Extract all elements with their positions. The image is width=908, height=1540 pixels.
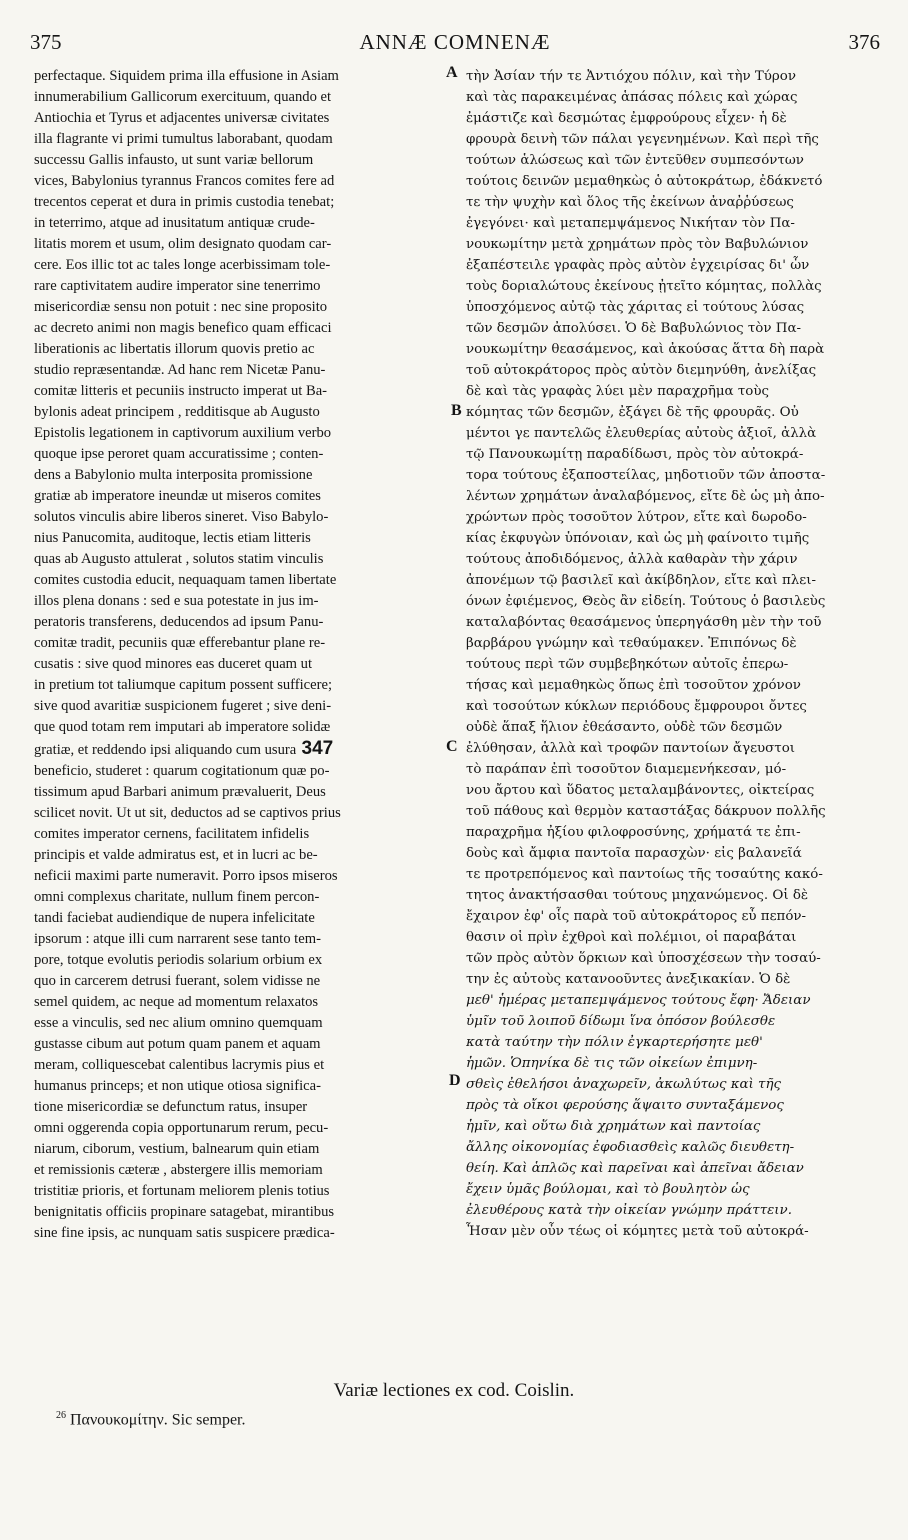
latin-line: gratiæ, et reddendo ipsi aliquando cum usura 347 <box>34 738 334 759</box>
greek-line: κατὰ ταύτην τὴν πόλιν ἐγκαρτερήσητε μεθ' <box>466 1035 763 1050</box>
greek-line: ἐξαπέστειλε γραφὰς πρὸς αὐτὸν ἐγχειρίσας δι' ὧν <box>466 258 810 273</box>
greek-line: μέντοι γε παντελῶς ἐλευθερίας αὐτοὺς ἀξιοῖ, ἀλλὰ <box>466 426 817 441</box>
latin-line: beneficio, studeret : quarum cogitationum quæ po- <box>34 763 330 779</box>
greek-line: ἐλευθέρους κατὰ τὴν οἰκείαν γνώμην πράττειν. <box>466 1203 792 1218</box>
latin-line: misericordiæ sensu non potuit : nec sine proposito <box>34 299 328 315</box>
latin-line: tristitiæ prioris, et fortunam meliorem plenis totius <box>34 1183 330 1199</box>
latin-line: scilicet novit. Ut ut sit, deductos ad se captivos prius <box>34 805 341 821</box>
greek-line: ἐμάστιζε καὶ δεσμώτας ἐμφρούρους εἶχεν· ἡ δὲ <box>466 111 787 126</box>
greek-line: τούτοις δεινῶν μεμαθηκὼς ὁ αὐτοκράτωρ, ἐδάκνετό <box>466 174 823 189</box>
latin-line: sine fine ipsis, ac nunquam satis suspicere prædica- <box>34 1225 335 1241</box>
greek-line: παραχρῆμα ἠξίου φιλοφροσύνης, χρήματά τε ἐπι- <box>466 825 801 840</box>
latin-line: ac decreto animi non magis benefico quam efficaci <box>34 320 332 336</box>
greek-line: βαρβάρου γνώμην καὶ τεθαύμακεν. Ἐπιπόνως δὲ <box>466 636 797 651</box>
latin-line: quo in carcerem detrusi fuerant, solem vidisse ne <box>34 973 321 989</box>
greek-line: θείη. Καὶ ἁπλῶς καὶ παρεῖναι καὶ ἀπεῖναι ἄδειαν <box>466 1161 804 1176</box>
page-number-left: 375 <box>30 30 62 54</box>
latin-line: cere. Eos illic tot ac tales longe acerbissimam tole- <box>34 257 331 273</box>
page-number-right: 376 <box>848 30 880 54</box>
greek-line: τήσας καὶ μεμαθηκὼς ὅπως ἐπὶ τοσοῦτον χρόνον <box>466 678 801 693</box>
latin-line: semel quidem, ac neque ad momentum relaxatos <box>34 994 319 1010</box>
latin-line: gustasse cibum aut potum quam panem et aquam <box>34 1036 321 1052</box>
greek-line: καταλαβόντας θεασάμενος ὑπερηγάσθη μὲν τὴν τοῦ <box>466 615 822 630</box>
latin-line: benignitatis officiis propinare satagebat, mirantibus <box>34 1204 335 1220</box>
greek-line: νουκωμίτην μετὰ χρημάτων πρὸς τὸν Βαβυλώνιον <box>466 237 809 252</box>
greek-line: λέντων χρημάτων ἀναλαβόμενος, εἴτε δὲ ὡς μὴ ἀπο- <box>466 489 825 504</box>
latin-line: solutos vinculis abire liberos sineret. Viso Babylo- <box>34 509 329 525</box>
latin-line: rare captivitatem audire imperator sine tenerrimo <box>34 278 321 294</box>
latin-line: neficii maximi parte numeravit. Porro ipsos miseros <box>34 868 338 884</box>
greek-line: ἐλύθησαν, ἀλλὰ καὶ τροφῶν παντοίων ἄγευστοι <box>466 741 796 756</box>
greek-line: τῶν πρὸς αὐτὸν ὅρκιων καὶ ὑποσχέσεων τὴν τοσαύ- <box>466 951 821 966</box>
greek-line: κόμητας τῶν δεσμῶν, ἐξάγει δὲ τῆς φρουρᾶς. Οὐ <box>466 405 799 420</box>
greek-line: όνων ἐφιέμενος, Θεὸς ἂν εἰδείη. Τούτους ὁ βασιλεὺς <box>466 594 826 609</box>
greek-line: μεθ' ἡμέρας μεταπεμψάμενος τούτους ἔφη· Ἄδειαν <box>466 993 811 1008</box>
greek-line: κίας ἐκφυγὼν ὑπόνοιαν, καὶ ὡς μὴ φαίνοιτο τιμῆς <box>466 531 810 546</box>
greek-line: τούτων ἁλώσεως καὶ τῶν ἐντεῦθεν συμπεσόντων <box>466 153 804 168</box>
greek-column <box>466 66 880 1242</box>
greek-line: ἡμῶν. Ὁπηνίκα δὲ τις τῶν οἰκείων ἐπιμνη- <box>466 1056 758 1071</box>
latin-line: gratiæ ab imperatore ineundæ ut miseros comites <box>34 488 321 504</box>
greek-line: θασιν οἱ πρὶν ἐχθροὶ καὶ πολέμιοι, οἱ παραβάται <box>466 930 797 945</box>
greek-line: νουκωμίτην θεασάμενος, καὶ ἀκούσας ἅττα δὴ παρὰ <box>466 342 825 357</box>
latin-line: dens a Babylonio multa interposita promissione <box>34 467 313 483</box>
greek-line: τοὺς δοριαλώτους ἐκείνους ᾐτεῖτο κόμητας, πολλὰς <box>466 279 822 294</box>
greek-line: πρὸς τὰ οἴκοι φερούσης ἅψαιτο συνταξάμενος <box>466 1098 784 1113</box>
greek-line: ἔχαιρον ἐφ' οἷς παρὰ τοῦ αὐτοκράτορος εὖ πεπόν- <box>466 909 807 924</box>
greek-line: καὶ τὰς παρακειμένας ἁπάσας πόλεις καὶ χώρας <box>466 90 798 105</box>
running-title: ANNÆ COMNENÆ <box>359 30 551 54</box>
greek-line: ἐγεγόνει· καὶ μεταπεμψάμενος Νικήταν τὸν Πα- <box>466 216 795 231</box>
greek-line: ὑμῖν τοῦ λοιποῦ δίδωμι ἵνα ὁπόσον βούλεσθε <box>466 1014 776 1029</box>
greek-line: τὸ παράπαν ἐπὶ τοσοῦτον διαμεμενήκεσαν, μό- <box>466 762 787 777</box>
latin-line: Epistolis legationem in captivorum auxilium verbo <box>34 425 332 441</box>
greek-line: τὴν Ἀσίαν τήν τε Ἀντιόχου πόλιν, καὶ τὴν Τύρον <box>466 69 797 84</box>
latin-line: humanus princeps; et non utique otiosa significa- <box>34 1078 321 1094</box>
latin-line: tissimum apud Barbari animum prævaluerit, Deus <box>34 784 326 800</box>
latin-line: bylonis adeat principem , redditisque ab Augusto <box>34 404 320 420</box>
greek-line: τοῦ αὐτοκράτορος πρὸς αὐτὸν διεμηνύθη, ἀνελίξας <box>466 363 817 378</box>
section-marker-d: D <box>449 1072 461 1089</box>
latin-line: comites custodia educit, nequaquam tamen libertate <box>34 572 337 588</box>
greek-line: σθεὶς ἐθελήσοι ἀναχωρεῖν, ἀκωλύτως καὶ τῆς <box>466 1077 781 1092</box>
latin-line: sive quod avaritiæ suspicionem fugeret ; sive deni- <box>34 698 332 714</box>
latin-column <box>34 66 442 1244</box>
latin-line: omni oggerenda copia opportunarum rerum, pecu- <box>34 1120 329 1136</box>
latin-line: comites imperator cernens, facilitatem infidelis <box>34 826 310 842</box>
latin-line: tandi faciebat audiendique de nupera infelicitate <box>34 910 315 926</box>
section-marker-b: B <box>451 402 462 419</box>
latin-line: quas ab Augusto attulerat , solutos statim vinculis <box>34 551 324 567</box>
latin-line: tione misericordiæ se defunctum ratus, insuper <box>34 1099 308 1115</box>
footnote-mark: 26 <box>56 1410 66 1421</box>
latin-line: comitæ litteris et pecuniis instructo imperat ut Ba- <box>34 383 328 399</box>
greek-line: την ἐς αὐτοὺς κατανοοῦντες ἀνεξικακίαν. Ὁ δὲ <box>466 972 791 987</box>
greek-line: τῶν δεσμῶν ἀπολύσει. Ὁ δὲ Βαβυλώνιος τὸν Πα- <box>466 321 802 336</box>
latin-line: nius Panucomita, auditoque, lectis etiam litteris <box>34 530 311 546</box>
latin-line: principis et valde admiratus est, et in lucri ac be- <box>34 847 318 863</box>
latin-line: in teterrimo, atque ad inusitatum antiquæ crude- <box>34 215 315 231</box>
greek-line: τούτους περὶ τῶν συμβεβηκότων αὐτοῖς ἐπερω- <box>466 657 789 672</box>
greek-line: ἄλλης οἰκονομίας ἐφοδιασθεὶς καλῶς διευθετη- <box>466 1140 795 1155</box>
latin-line: quoque ipse peroret quam accuratissime ; conten- <box>34 446 324 462</box>
greek-line: χρώντων πρὸς τοσοῦτον λύτρον, εἴτε καὶ δωροδο- <box>466 510 807 525</box>
greek-line: ὑποσχόμενος αὐτῷ τὰς χάριτας εἰ τούτους λύσας <box>466 300 805 315</box>
variant-readings-heading: Variæ lectiones ex cod. Coislin. <box>333 1380 575 1401</box>
greek-line: ἔχειν ὑμᾶς βούλομαι, καὶ τὸ βουλητὸν ὡς <box>466 1182 750 1197</box>
page-header <box>30 30 880 60</box>
greek-line: Ἦσαν μὲν οὖν τέως οἱ κόμητες μετὰ τοῦ αὐτοκρά- <box>466 1224 809 1239</box>
section-marker-c: C <box>446 738 458 755</box>
greek-line: οὐδὲ ἅπαξ ἥλιον ἐθεάσαντο, οὐδὲ τῶν δεσμῶν <box>466 720 783 735</box>
latin-line: comitæ tradit, pecuniis quæ efferebantur plane re- <box>34 635 326 651</box>
greek-line: τῷ Πανουκωμίτῃ παραδίδωσι, πρὸς τὸν αὐτοκρά- <box>466 447 804 462</box>
latin-line: liberationis ac libertatis illorum quovis pretio ac <box>34 341 315 357</box>
greek-line: καὶ τοσούτων κύκλων περιόδους ἔμφρουροι ὄντες <box>466 699 807 714</box>
latin-line: litatis morem et usum, olim designato quodam car- <box>34 236 332 252</box>
latin-line: que quod totam rem imputari ab imperatore solidæ <box>34 719 331 735</box>
latin-line: studio repræsentandæ. Ad hanc rem Nicetæ Panu- <box>34 362 326 378</box>
latin-line: omni complexus charitate, nullum finem percon- <box>34 889 320 905</box>
greek-line: τοῦ πάθους καὶ θερμὸν καταστάξας δάκρυον πολλῆς <box>466 804 826 819</box>
latin-line: perfectaque. Siquidem prima illa effusione in Asiam <box>34 68 339 84</box>
greek-line: δὲ καὶ τὰς γραφὰς λύει μὲν παραχρῆμα τοὺς <box>466 384 769 399</box>
latin-line: in pretium tot taliumque capitum possent sufficere; <box>34 677 333 693</box>
latin-line: innumerabilium Gallicorum exercituum, quando et <box>34 89 332 105</box>
greek-line: νου ἄρτου καὶ ὕδατος μεταλαμβάνοντες, οἰκτείρας <box>466 783 815 798</box>
latin-line: illos plena donans : sed e sua potestate in jus im- <box>34 593 319 609</box>
latin-line: illa flagrante vi primi tumultus laborabant, quodam <box>34 131 333 147</box>
greek-line: τητος ἀνακτήσασθαι τούτους μηχανώμενος. Οἱ δὲ <box>466 888 809 903</box>
latin-line: ipsorum : atque illi cum narrarent sese tanto tem- <box>34 931 321 947</box>
footnote <box>56 1410 245 1429</box>
greek-line: ἀπονέμων τῷ βασιλεῖ καὶ ἀκίβδηλον, εἴτε καὶ πλει- <box>466 573 817 588</box>
greek-line: τούτους ἀποδιδόμενος, ἀλλὰ καθαρὰν τὴν χάριν <box>466 552 798 567</box>
column-reference-number: 347 <box>296 738 334 759</box>
greek-line: τορα τούτους ἐξαποστείλας, μηδοτιοῦν τῶν ἀποστα- <box>466 468 826 483</box>
latin-line: niarum, ciborum, vestium, balnearum quin etiam <box>34 1141 320 1157</box>
latin-line: pore, totque evolutis periodis solarium orbium ex <box>34 952 323 968</box>
latin-line: vices, Babylonius tyrannus Francos comites fere ad <box>34 173 335 189</box>
latin-line: meram, colliquescebat calentibus lacrymis pius et <box>34 1057 325 1073</box>
greek-line: ἡμῖν, καὶ οὕτω διὰ χρημάτων καὶ παντοίας <box>466 1119 761 1134</box>
section-marker-a: A <box>446 64 458 81</box>
footnote-text: Πανουκομίτην. Sic semper. <box>70 1411 246 1429</box>
latin-line: successu Gallis infausto, ut sunt variæ bellorum <box>34 152 314 168</box>
greek-line: φρουρὰ δεινὴ τῶν πάλαι γεγενημένων. Καὶ περὶ τῆς <box>466 132 819 147</box>
latin-line: et remissionis cæteræ , abstergere illis memoriam <box>34 1162 323 1178</box>
latin-line: Antiochia et Tyrus et adjacentes universæ civitates <box>34 110 330 126</box>
latin-line: trecentos ceperat et dura in primis custodia tenebat; <box>34 194 335 210</box>
greek-line: τε τὴν ψυχὴν καὶ ὅλος τῆς ἐκείνων ἀναῤῥύσεως <box>466 195 794 210</box>
latin-line: peratoris transferens, deducendos ad ipsum Panu- <box>34 614 324 630</box>
greek-line: δοὺς καὶ ἄμφια παντοῖα παρασχὼν· εἰς βαλανεῖά <box>466 846 802 861</box>
greek-line: τε προτρεπόμενος καὶ παντοίως τῆς τοσαύτης κακό- <box>466 867 823 882</box>
latin-line: cusatis : sive quod minores eas duceret quam ut <box>34 656 313 672</box>
latin-line: esse a vinculis, sed nec alium omnino quemquam <box>34 1015 323 1031</box>
